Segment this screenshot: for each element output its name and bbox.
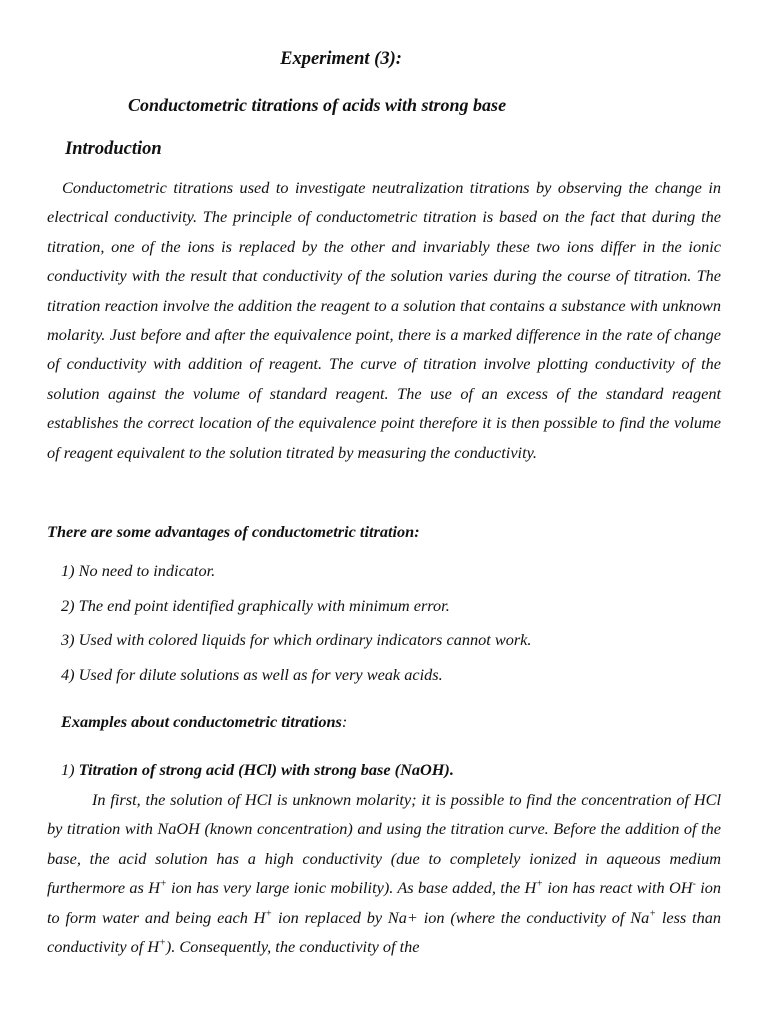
example1-text: less than conductivity of H (47, 907, 721, 957)
main-title: Conductometric titrations of acids with strong base (128, 95, 507, 115)
example1-text: ion to form water and being each H (47, 878, 722, 927)
advantages-heading: There are some advantages of conductometric titration: (47, 522, 420, 541)
superscript: + (159, 937, 166, 949)
superscript: + (649, 908, 657, 920)
advantages-list (61, 557, 531, 695)
example1-text: In first, the solution of HCl is unknown molarity; it is possible to find the concentration of HCl by titration with NaOH (known concentration) and using the titration curve. Before the addition of the base, the acid solution has a high conductivity (due to completely ionized in aqueous medium furthermore as H (47, 790, 721, 898)
example1-text: ion has very large ionic mobility). As base added, the H (166, 878, 537, 898)
superscript: + (536, 878, 544, 890)
superscript: + (265, 908, 273, 920)
example1-text: ion replaced by Na+ ion (where the conductivity of Na (272, 907, 650, 927)
superscript: + (159, 878, 167, 890)
advantage-item: 2) The end point identified graphically with minimum error. (61, 595, 450, 615)
example1-number: 1) (61, 760, 75, 779)
example1-heading (61, 760, 454, 780)
examples-heading-text: Examples about conductometric titrations (61, 712, 342, 731)
advantage-item: 3) Used with colored liquids for which ordinary indicators cannot work. (61, 630, 532, 649)
introduction-heading: Introduction (65, 139, 162, 159)
superscript: - (692, 878, 696, 890)
example1-paragraph (47, 785, 721, 961)
advantage-item: 4) Used for dilute solutions as well as for very weak acids. (61, 664, 443, 684)
advantage-item: 1) No need to indicator. (61, 561, 216, 580)
example1-text: ). Consequently, the conductivity of the (165, 937, 420, 957)
example1-title: Titration of strong acid (HCl) with strong base (NaOH). (78, 760, 454, 779)
example1-text: ion has react with OH (543, 878, 693, 898)
examples-heading (61, 712, 347, 732)
experiment-title: Experiment (3): (280, 49, 402, 69)
introduction-paragraph: Conductometric titrations used to investigate neutralization titrations by observing the change in electrical conductivity. The principle of conductometric titration is based on the fact that during the titration, one of the ions is replaced by the other and invariably these two ions differ in the ionic conductivity with the result that conductivity of the solution varies during the course of titration. The titration reaction involve the addition the reagent to a solution that contains a substance with unknown molarity. Just before and after the equivalence point, there is a marked difference in the rate of change of conductivity with addition of reagent. The curve of titration involve plotting conductivity of the solution against the volume of standard reagent. The use of an excess of the standard reagent establishes the correct location of the equivalence point therefore it is then possible to find the volume of reagent equivalent to the solution titrated by measuring the conductivity. (47, 178, 721, 462)
examples-heading-colon: : (341, 712, 348, 731)
